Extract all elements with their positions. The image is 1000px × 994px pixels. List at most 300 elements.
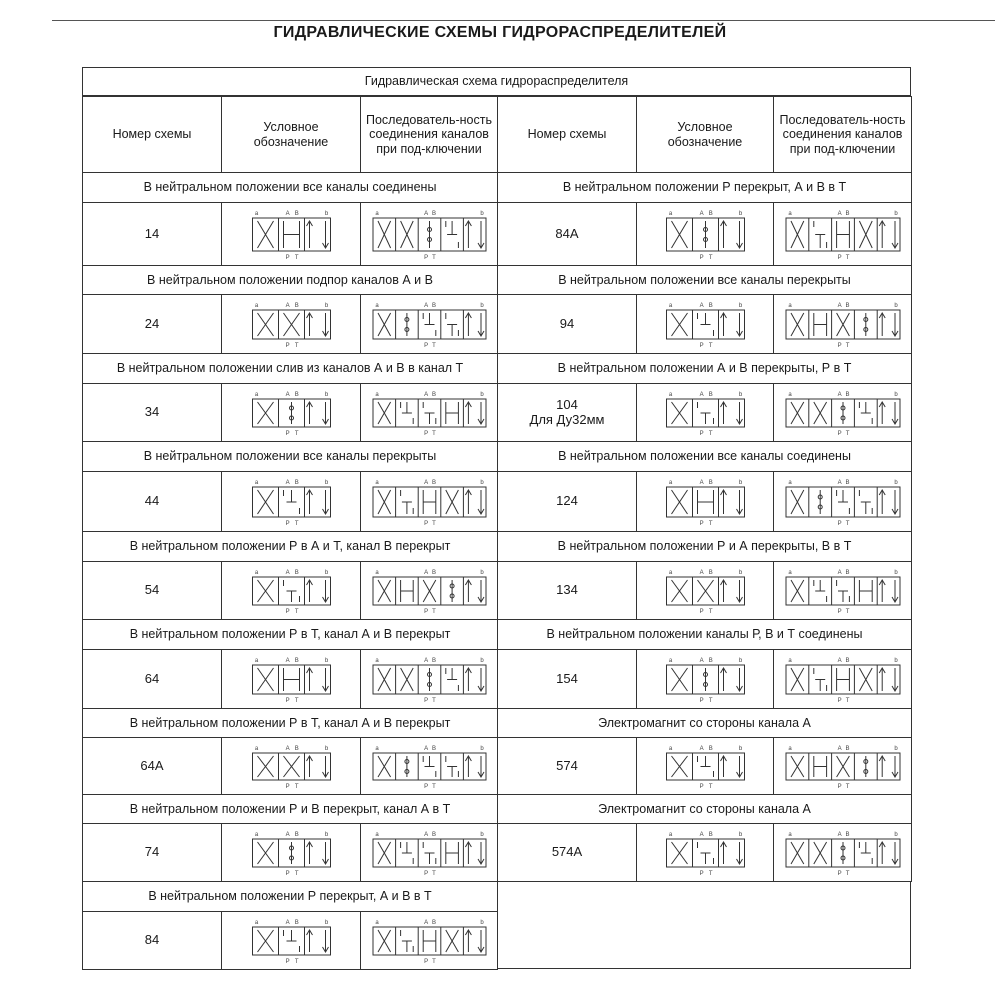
port-label-a: a [254, 391, 258, 398]
row-description [82, 353, 498, 384]
valve-symbol [365, 298, 494, 351]
scheme-number [82, 649, 222, 709]
port-label-b: b [479, 302, 484, 309]
port-label-b: b [893, 657, 898, 664]
port-label-p: P [837, 520, 842, 527]
connection-sequence-cell [360, 911, 498, 970]
valve-symbol [365, 827, 494, 879]
port-label-t: T [431, 870, 436, 877]
port-label-ab: A [423, 745, 428, 752]
port-label-bb: B [845, 745, 850, 752]
scheme-description: В нейтральном положении каналы Р, В и Т соединены [546, 627, 863, 642]
valve-symbol [227, 827, 356, 879]
port-label-a: a [374, 745, 379, 752]
port-label-t: T [294, 254, 299, 261]
port-label-bb: B [845, 569, 850, 576]
port-label-t: T [845, 520, 849, 527]
symbol-cell [636, 737, 774, 795]
port-label-p: P [699, 430, 704, 437]
row-description [82, 708, 498, 738]
scheme-number [82, 911, 222, 970]
scheme-number-label: 24 [144, 315, 160, 331]
port-label-a: a [374, 569, 379, 576]
port-label-ab: A [837, 210, 842, 217]
port-label-ab: A [285, 919, 290, 926]
port-label-b: b [738, 745, 742, 752]
scheme-number-wrap [145, 494, 159, 509]
port-label-ab: A [423, 391, 428, 398]
port-label-a: a [787, 479, 792, 486]
port-label-t: T [431, 520, 436, 527]
port-label-b: b [893, 391, 898, 398]
port-label-b: b [324, 302, 328, 309]
port-label-p: P [699, 520, 704, 527]
scheme-description: В нейтральном положении все каналы соединены [558, 449, 851, 464]
port-label-bb: B [845, 831, 850, 838]
port-label-p: P [837, 870, 842, 877]
port-label-b: b [479, 479, 484, 486]
scheme-number-label: 154 [556, 670, 578, 686]
valve-symbol [642, 206, 769, 263]
port-label-bb: B [294, 479, 299, 486]
port-label-t: T [845, 430, 849, 437]
port-label-a: a [254, 831, 258, 838]
port-label-t: T [294, 342, 299, 349]
port-label-b: b [738, 302, 742, 309]
port-label-bb: B [294, 745, 299, 752]
symbol-cell [636, 294, 774, 354]
port-label-bb: B [708, 391, 713, 398]
port-label-a: a [668, 391, 672, 398]
row-description [497, 708, 912, 738]
valve-symbol [778, 298, 908, 351]
scheme-number-label: 54 [144, 582, 160, 598]
valve-symbol [778, 475, 908, 529]
port-label-p: P [423, 697, 428, 704]
scheme-number [497, 294, 637, 354]
port-label-bb: B [431, 391, 436, 398]
top-rule [52, 20, 995, 21]
port-label-p: P [423, 870, 428, 877]
scheme-number-label: 134 [556, 582, 578, 598]
header-right-1 [636, 96, 774, 173]
port-label-p: P [423, 958, 428, 965]
row-description [82, 794, 498, 824]
header-label: Номер схемы [527, 127, 607, 142]
port-label-b: b [479, 210, 484, 217]
port-label-ab: A [699, 210, 704, 217]
scheme-number-label: 44 [144, 493, 160, 509]
port-label-bb: B [845, 391, 850, 398]
port-label-a: a [374, 479, 379, 486]
valve-symbol [227, 206, 356, 263]
port-label-bb: B [294, 919, 299, 926]
port-label-b: b [893, 831, 898, 838]
port-label-b: b [738, 210, 742, 217]
port-label-t: T [431, 783, 436, 790]
header-left-1 [221, 96, 361, 173]
port-label-p: P [423, 342, 428, 349]
scheme-number [82, 471, 222, 532]
valve-symbol [365, 206, 494, 263]
page-title: ГИДРАВЛИЧЕСКИЕ СХЕМЫ ГИДРОРАСПРЕДЕЛИТЕЛЕЙ [273, 24, 727, 41]
valve-symbol [227, 475, 356, 529]
scheme-number-wrap [555, 227, 578, 242]
scheme-number [497, 823, 637, 882]
row-description [82, 619, 498, 650]
port-label-ab: A [285, 391, 290, 398]
valve-symbol [227, 741, 356, 792]
port-label-p: P [699, 783, 704, 790]
symbol-cell [221, 649, 361, 709]
symbol-cell [221, 202, 361, 266]
connection-sequence-cell [773, 294, 912, 354]
port-label-t: T [431, 608, 436, 615]
port-label-a: a [254, 919, 258, 926]
connection-sequence-cell [773, 561, 912, 620]
row-description [497, 531, 912, 562]
port-label-b: b [324, 831, 328, 838]
valve-symbol [365, 741, 494, 792]
port-label-a: a [787, 302, 792, 309]
scheme-number [497, 737, 637, 795]
symbol-cell [221, 383, 361, 442]
valve-symbol [778, 741, 908, 792]
scheme-number-wrap [145, 317, 159, 332]
connection-sequence-cell [773, 823, 912, 882]
row-description [82, 441, 498, 472]
port-label-a: a [374, 302, 379, 309]
scheme-number-label: 574 [556, 757, 578, 773]
symbol-cell [221, 294, 361, 354]
port-label-t: T [294, 958, 299, 965]
port-label-t: T [845, 342, 849, 349]
port-label-bb: B [294, 302, 299, 309]
connection-sequence-cell [773, 649, 912, 709]
header-label: Условное обозначение [253, 120, 329, 149]
port-label-p: P [423, 783, 428, 790]
port-label-t: T [294, 697, 299, 704]
port-label-t: T [708, 520, 713, 527]
port-label-a: a [787, 657, 792, 664]
row-description [82, 531, 498, 562]
port-label-a: a [787, 391, 792, 398]
port-label-p: P [285, 254, 290, 261]
port-label-b: b [479, 831, 484, 838]
port-label-a: a [254, 569, 258, 576]
port-label-ab: A [423, 569, 428, 576]
port-label-a: a [668, 479, 672, 486]
port-label-ab: A [423, 831, 428, 838]
port-label-p: P [285, 958, 290, 965]
port-label-ab: A [285, 745, 290, 752]
scheme-description: В нейтральном положении все каналы перекрыты [143, 449, 437, 464]
port-label-bb: B [708, 745, 713, 752]
valve-symbol [365, 387, 494, 439]
port-label-t: T [845, 783, 849, 790]
symbol-cell [636, 823, 774, 882]
port-label-ab: A [837, 479, 842, 486]
port-label-bb: B [431, 831, 436, 838]
port-label-bb: B [431, 919, 436, 926]
scheme-description: Электромагнит со стороны канала А [598, 801, 811, 816]
scheme-number-wrap [145, 583, 159, 598]
port-label-ab: A [285, 831, 290, 838]
port-label-p: P [285, 608, 290, 615]
row-description [82, 265, 498, 295]
port-label-ab: A [699, 302, 704, 309]
port-label-a: a [374, 210, 379, 217]
scheme-number-label: 74 [144, 844, 160, 860]
port-label-a: a [374, 919, 379, 926]
port-label-p: P [423, 608, 428, 615]
port-label-ab: A [699, 831, 704, 838]
port-label-ab: A [837, 831, 842, 838]
port-label-p: P [699, 870, 704, 877]
scheme-number-wrap [552, 845, 582, 860]
connection-sequence-cell [360, 383, 498, 442]
scheme-number [497, 202, 637, 266]
port-label-bb: B [845, 657, 850, 664]
port-label-p: P [699, 608, 704, 615]
port-label-bb: B [845, 302, 850, 309]
valve-symbol [778, 827, 908, 879]
port-label-ab: A [699, 657, 704, 664]
valve-symbol [227, 298, 356, 351]
valve-symbol [642, 475, 769, 529]
scheme-description: В нейтральном положении все каналы соединены [143, 180, 437, 195]
port-label-p: P [837, 608, 842, 615]
port-label-bb: B [708, 657, 713, 664]
port-label-bb: B [294, 210, 299, 217]
port-label-t: T [294, 430, 299, 437]
port-label-t: T [708, 608, 713, 615]
port-label-p: P [423, 430, 428, 437]
valve-symbol [642, 387, 769, 439]
scheme-number-wrap [560, 317, 574, 332]
row-description [497, 794, 912, 824]
scheme-number-wrap [530, 398, 605, 428]
port-label-t: T [294, 520, 299, 527]
port-label-ab: A [285, 569, 290, 576]
port-label-a: a [668, 831, 672, 838]
scheme-number-label: 64 [144, 670, 160, 686]
port-label-b: b [893, 569, 898, 576]
scheme-description: В нейтральном положении слив из каналов А и В в канал Т [116, 361, 464, 376]
port-label-a: a [374, 831, 379, 838]
port-label-t: T [294, 870, 299, 877]
port-label-t: T [431, 342, 436, 349]
port-label-a: a [668, 745, 672, 752]
symbol-cell [221, 471, 361, 532]
scheme-number [497, 471, 637, 532]
port-label-t: T [845, 870, 849, 877]
scheme-description: В нейтральном положении Р перекрыт, А и В в Т [562, 180, 847, 195]
scheme-number [82, 294, 222, 354]
port-label-p: P [699, 254, 704, 261]
scheme-number [497, 383, 637, 442]
scheme-description: В нейтральном положении А и В перекрыты, Р в Т [557, 361, 852, 376]
port-label-ab: A [285, 479, 290, 486]
port-label-t: T [845, 608, 849, 615]
port-label-b: b [738, 391, 742, 398]
scheme-number-wrap [145, 405, 159, 420]
port-label-p: P [423, 520, 428, 527]
scheme-number-label: 34 [144, 404, 160, 420]
port-label-b: b [324, 919, 328, 926]
port-label-b: b [893, 479, 898, 486]
row-description [497, 265, 912, 295]
port-label-b: b [479, 919, 484, 926]
connection-sequence-cell [360, 471, 498, 532]
port-label-ab: A [285, 657, 290, 664]
port-label-b: b [893, 302, 898, 309]
port-label-bb: B [294, 569, 299, 576]
scheme-number [82, 202, 222, 266]
port-label-bb: B [294, 657, 299, 664]
port-label-t: T [708, 783, 713, 790]
scheme-description: В нейтральном положении Р в Т, канал А и В перекрыт [129, 715, 451, 730]
valve-symbol [365, 653, 494, 706]
scheme-description: В нейтральном положении Р в А и Т, канал В перекрыт [129, 539, 451, 554]
port-label-ab: A [699, 569, 704, 576]
scheme-number-label: 574А [551, 844, 583, 860]
row-description [497, 353, 912, 384]
port-label-a: a [374, 391, 379, 398]
row-description [497, 619, 912, 650]
port-label-bb: B [431, 745, 436, 752]
valve-symbol [227, 565, 356, 617]
symbol-cell [636, 202, 774, 266]
header-label: Последователь-ность соединения каналов при под-ключении [779, 112, 906, 156]
connection-sequence-cell [773, 202, 912, 266]
port-label-b: b [324, 745, 328, 752]
scheme-number-wrap [556, 494, 578, 509]
scheme-number-wrap [556, 672, 578, 687]
row-description [497, 172, 912, 203]
valve-symbol [642, 653, 769, 706]
scheme-number-label: 14 [144, 225, 160, 241]
port-label-ab: A [423, 657, 428, 664]
scheme-number-label: 64А [140, 757, 164, 773]
port-label-b: b [738, 657, 742, 664]
valve-symbol [778, 565, 908, 617]
header-left-0 [82, 96, 222, 173]
port-label-a: a [668, 210, 672, 217]
port-label-bb: B [845, 479, 850, 486]
port-label-ab: A [285, 302, 290, 309]
port-label-ab: A [837, 745, 842, 752]
scheme-description: В нейтральном положении Р перекрыт, А и В в Т [148, 889, 432, 904]
port-label-bb: B [708, 210, 713, 217]
port-label-a: a [254, 479, 258, 486]
scheme-number-wrap [556, 759, 578, 774]
port-label-a: a [668, 657, 672, 664]
port-label-b: b [893, 210, 898, 217]
valve-symbol [227, 387, 356, 439]
port-label-p: P [285, 430, 290, 437]
port-label-bb: B [431, 569, 436, 576]
port-label-bb: B [431, 210, 436, 217]
port-label-a: a [254, 745, 258, 752]
port-label-ab: A [423, 210, 428, 217]
symbol-cell [636, 471, 774, 532]
port-label-a: a [787, 831, 792, 838]
port-label-t: T [431, 958, 436, 965]
port-label-t: T [294, 783, 299, 790]
port-label-t: T [294, 608, 299, 615]
valve-symbol [778, 653, 908, 706]
port-label-a: a [668, 569, 672, 576]
connection-sequence-cell [360, 561, 498, 620]
port-label-t: T [708, 254, 713, 261]
port-label-b: b [324, 391, 328, 398]
port-label-t: T [708, 342, 713, 349]
port-label-b: b [479, 657, 484, 664]
port-label-p: P [423, 254, 428, 261]
port-label-ab: A [699, 479, 704, 486]
connection-sequence-cell [773, 383, 912, 442]
port-label-bb: B [708, 479, 713, 486]
scheme-description: В нейтральном положении подпор каналов А и В [147, 272, 433, 287]
port-label-t: T [845, 254, 849, 261]
port-label-p: P [699, 342, 704, 349]
port-label-p: P [837, 783, 842, 790]
port-label-ab: A [837, 569, 842, 576]
scheme-description: Электромагнит со стороны канала А [598, 715, 811, 730]
symbol-cell [636, 383, 774, 442]
symbol-cell [221, 737, 361, 795]
port-label-p: P [285, 870, 290, 877]
valve-symbol [642, 827, 769, 879]
port-label-a: a [787, 569, 792, 576]
scheme-number-label: 94 [559, 315, 575, 331]
scheme-number [82, 561, 222, 620]
scheme-number-wrap [145, 933, 159, 948]
port-label-bb: B [431, 302, 436, 309]
port-label-ab: A [837, 391, 842, 398]
scheme-description: В нейтральном положении все каналы перекрыты [558, 272, 851, 287]
header-label: Последователь-ность соединения каналов при под-ключении [365, 112, 492, 156]
port-label-b: b [479, 391, 484, 398]
table-caption: Гидравлическая схема гидрораспределителя [82, 67, 911, 96]
row-description [497, 441, 912, 472]
port-label-bb: B [845, 210, 850, 217]
port-label-a: a [374, 657, 379, 664]
port-label-b: b [479, 569, 484, 576]
port-label-bb: B [294, 831, 299, 838]
port-label-t: T [708, 430, 713, 437]
scheme-number-wrap [145, 227, 159, 242]
scheme-number [82, 737, 222, 795]
scheme-description: В нейтральном положении Р в Т, канал А и В перекрыт [129, 627, 451, 642]
valve-symbol [642, 298, 769, 351]
connection-sequence-cell [360, 294, 498, 354]
valve-symbol [642, 741, 769, 792]
port-label-b: b [738, 831, 742, 838]
port-label-p: P [285, 697, 290, 704]
port-label-ab: A [837, 657, 842, 664]
scheme-number-wrap [140, 759, 163, 774]
port-label-a: a [254, 657, 258, 664]
header-label: Условное обозначение [667, 120, 743, 149]
port-label-ab: A [699, 391, 704, 398]
valve-symbol [227, 653, 356, 706]
port-label-ab: A [423, 479, 428, 486]
scheme-number-label: 84А [555, 225, 579, 241]
row-description [82, 172, 498, 203]
port-label-b: b [738, 569, 742, 576]
